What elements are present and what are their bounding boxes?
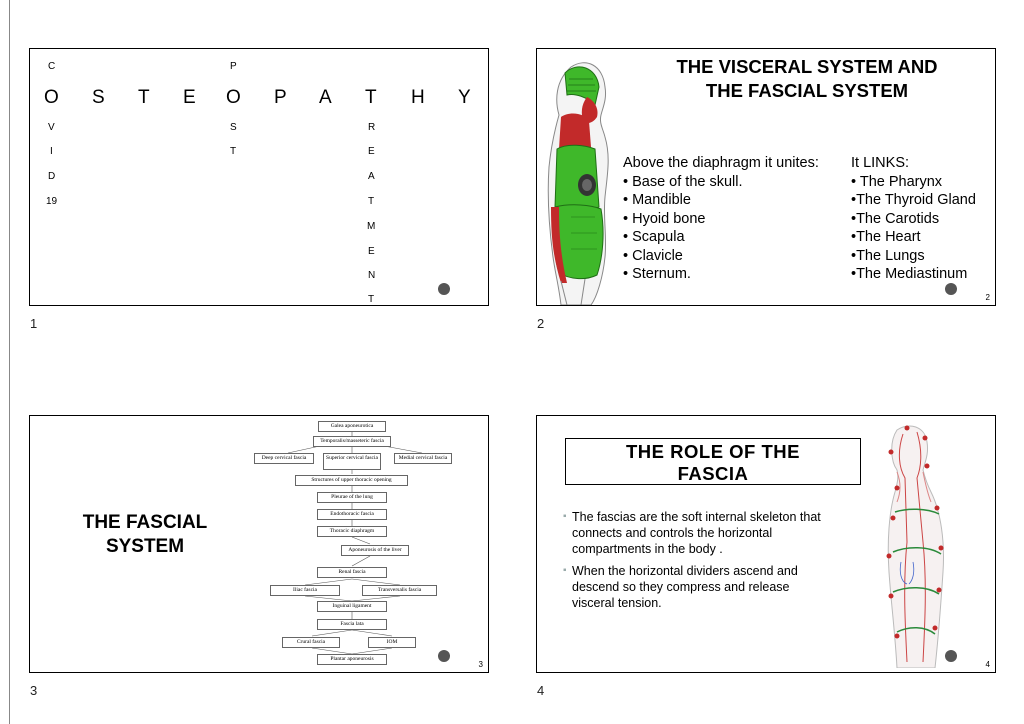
list-item: • Sternum. <box>623 266 691 282</box>
bullet-icon: ▪ <box>563 565 567 576</box>
unites-list <box>623 154 819 284</box>
page-number: 4 <box>537 683 545 698</box>
diagram-box: Temporalis/masseteric fascia <box>313 436 391 447</box>
diagram-box: Fascia lata <box>317 619 387 630</box>
letter: N <box>368 270 376 281</box>
slide-marker-icon <box>438 650 450 662</box>
diagram-box: Renal fascia <box>317 567 387 578</box>
list-item: •The Heart <box>851 229 921 245</box>
diagram-box: Iliac fascia <box>270 585 340 596</box>
letter: E <box>368 246 375 257</box>
bullet-item: ▪ The fascias are the soft internal skeleton that connects and controls the horizontal compartments in the body . <box>563 510 821 556</box>
slide-number: 3 <box>478 660 483 669</box>
list-item: • Scapula <box>623 229 685 245</box>
letter: A <box>368 171 375 182</box>
big-letter: H <box>411 87 425 108</box>
list-item: • The Pharynx <box>851 173 943 190</box>
bullet-item: ▪ When the horizontal dividers ascend and descend so they compress and release visceral tension. <box>563 564 798 610</box>
letter: T <box>230 146 237 157</box>
diagram-box: Pleurae of the lung <box>317 492 387 503</box>
list-item: • Clavicle <box>623 247 683 264</box>
bullet-icon: ▪ <box>563 511 567 522</box>
diagram-box: Endothoracic fascia <box>317 509 387 520</box>
big-letter: P <box>274 87 287 108</box>
diagram-box: Plantar aponeurosis <box>317 654 387 665</box>
big-letter: T <box>138 87 150 108</box>
list-item: •The Carotids <box>851 210 940 227</box>
letter: P <box>230 61 237 72</box>
letter: V <box>48 122 55 133</box>
diagram-box: Crural fascia <box>282 637 340 648</box>
diagram-box: Thoracic diaphragm <box>317 526 387 537</box>
diagram-box: Galea aponeurotica <box>318 421 386 432</box>
list-item: •The Thyroid Gland <box>851 192 976 208</box>
diagram-box: Transversalis fascia <box>362 585 437 596</box>
big-letter: S <box>92 87 105 108</box>
slide-4[interactable] <box>536 415 996 673</box>
list-item: • Hyoid bone <box>623 210 706 227</box>
diagram-box: Superior cervical fascia <box>323 453 381 470</box>
anatomical-body-figure-icon <box>541 57 621 305</box>
slide-2[interactable] <box>536 48 996 306</box>
page-number: 2 <box>537 316 545 331</box>
slide-number: 2 <box>985 293 990 302</box>
diagram-box: Inguinal ligament <box>317 601 387 612</box>
page-number: 1 <box>30 316 38 331</box>
letter: E <box>368 146 375 157</box>
big-letter: Y <box>458 87 471 108</box>
letter: 19 <box>46 196 58 207</box>
diagram-box: Medial cervical fascia <box>394 453 452 464</box>
slide-1[interactable] <box>29 48 489 306</box>
letter: I <box>50 146 53 157</box>
letter: S <box>230 122 237 133</box>
big-letter: T <box>365 87 377 108</box>
slide-number: 4 <box>985 660 990 669</box>
big-letter: O <box>44 87 59 108</box>
slide-title: THE VISCERAL SYSTEM AND THE FASCIAL SYSTEM <box>676 56 938 101</box>
slide-title: THE ROLE OF THE FASCIA <box>565 438 861 485</box>
letter: R <box>368 122 376 133</box>
links-list <box>851 154 976 284</box>
diagram-box: Structures of upper thoracic opening <box>295 475 408 486</box>
slide-marker-icon <box>438 283 450 295</box>
page-number: 3 <box>30 683 38 698</box>
fascia-body-figure-icon <box>867 422 967 668</box>
letter: D <box>48 171 56 182</box>
list-heading: It LINKS: <box>851 155 910 171</box>
diagram-box: Aponeurosis of the liver <box>341 545 409 556</box>
page-margin-line <box>9 0 10 724</box>
list-item: •The Mediastinum <box>851 266 968 282</box>
list-item: • Base of the skull. <box>623 173 743 190</box>
letter: C <box>48 61 56 72</box>
list-item: • Mandible <box>623 192 691 208</box>
slide-title: THE FASCIAL SYSTEM <box>82 512 208 557</box>
slide-marker-icon <box>945 650 957 662</box>
big-letter: O <box>226 87 241 108</box>
diagram-box: Deep cervical fascia <box>254 453 314 464</box>
slide-number: 1 <box>478 293 483 302</box>
slide-marker-icon <box>945 283 957 295</box>
big-letter: A <box>319 87 332 108</box>
diagram-box: IOM <box>368 637 416 648</box>
list-heading: Above the diaphragm it unites: <box>623 155 819 171</box>
letter: M <box>367 221 376 232</box>
slide-3[interactable] <box>29 415 489 673</box>
list-item: •The Lungs <box>851 247 925 264</box>
letter: T <box>368 196 375 207</box>
letter: T <box>368 294 375 305</box>
big-letter: E <box>183 87 196 108</box>
